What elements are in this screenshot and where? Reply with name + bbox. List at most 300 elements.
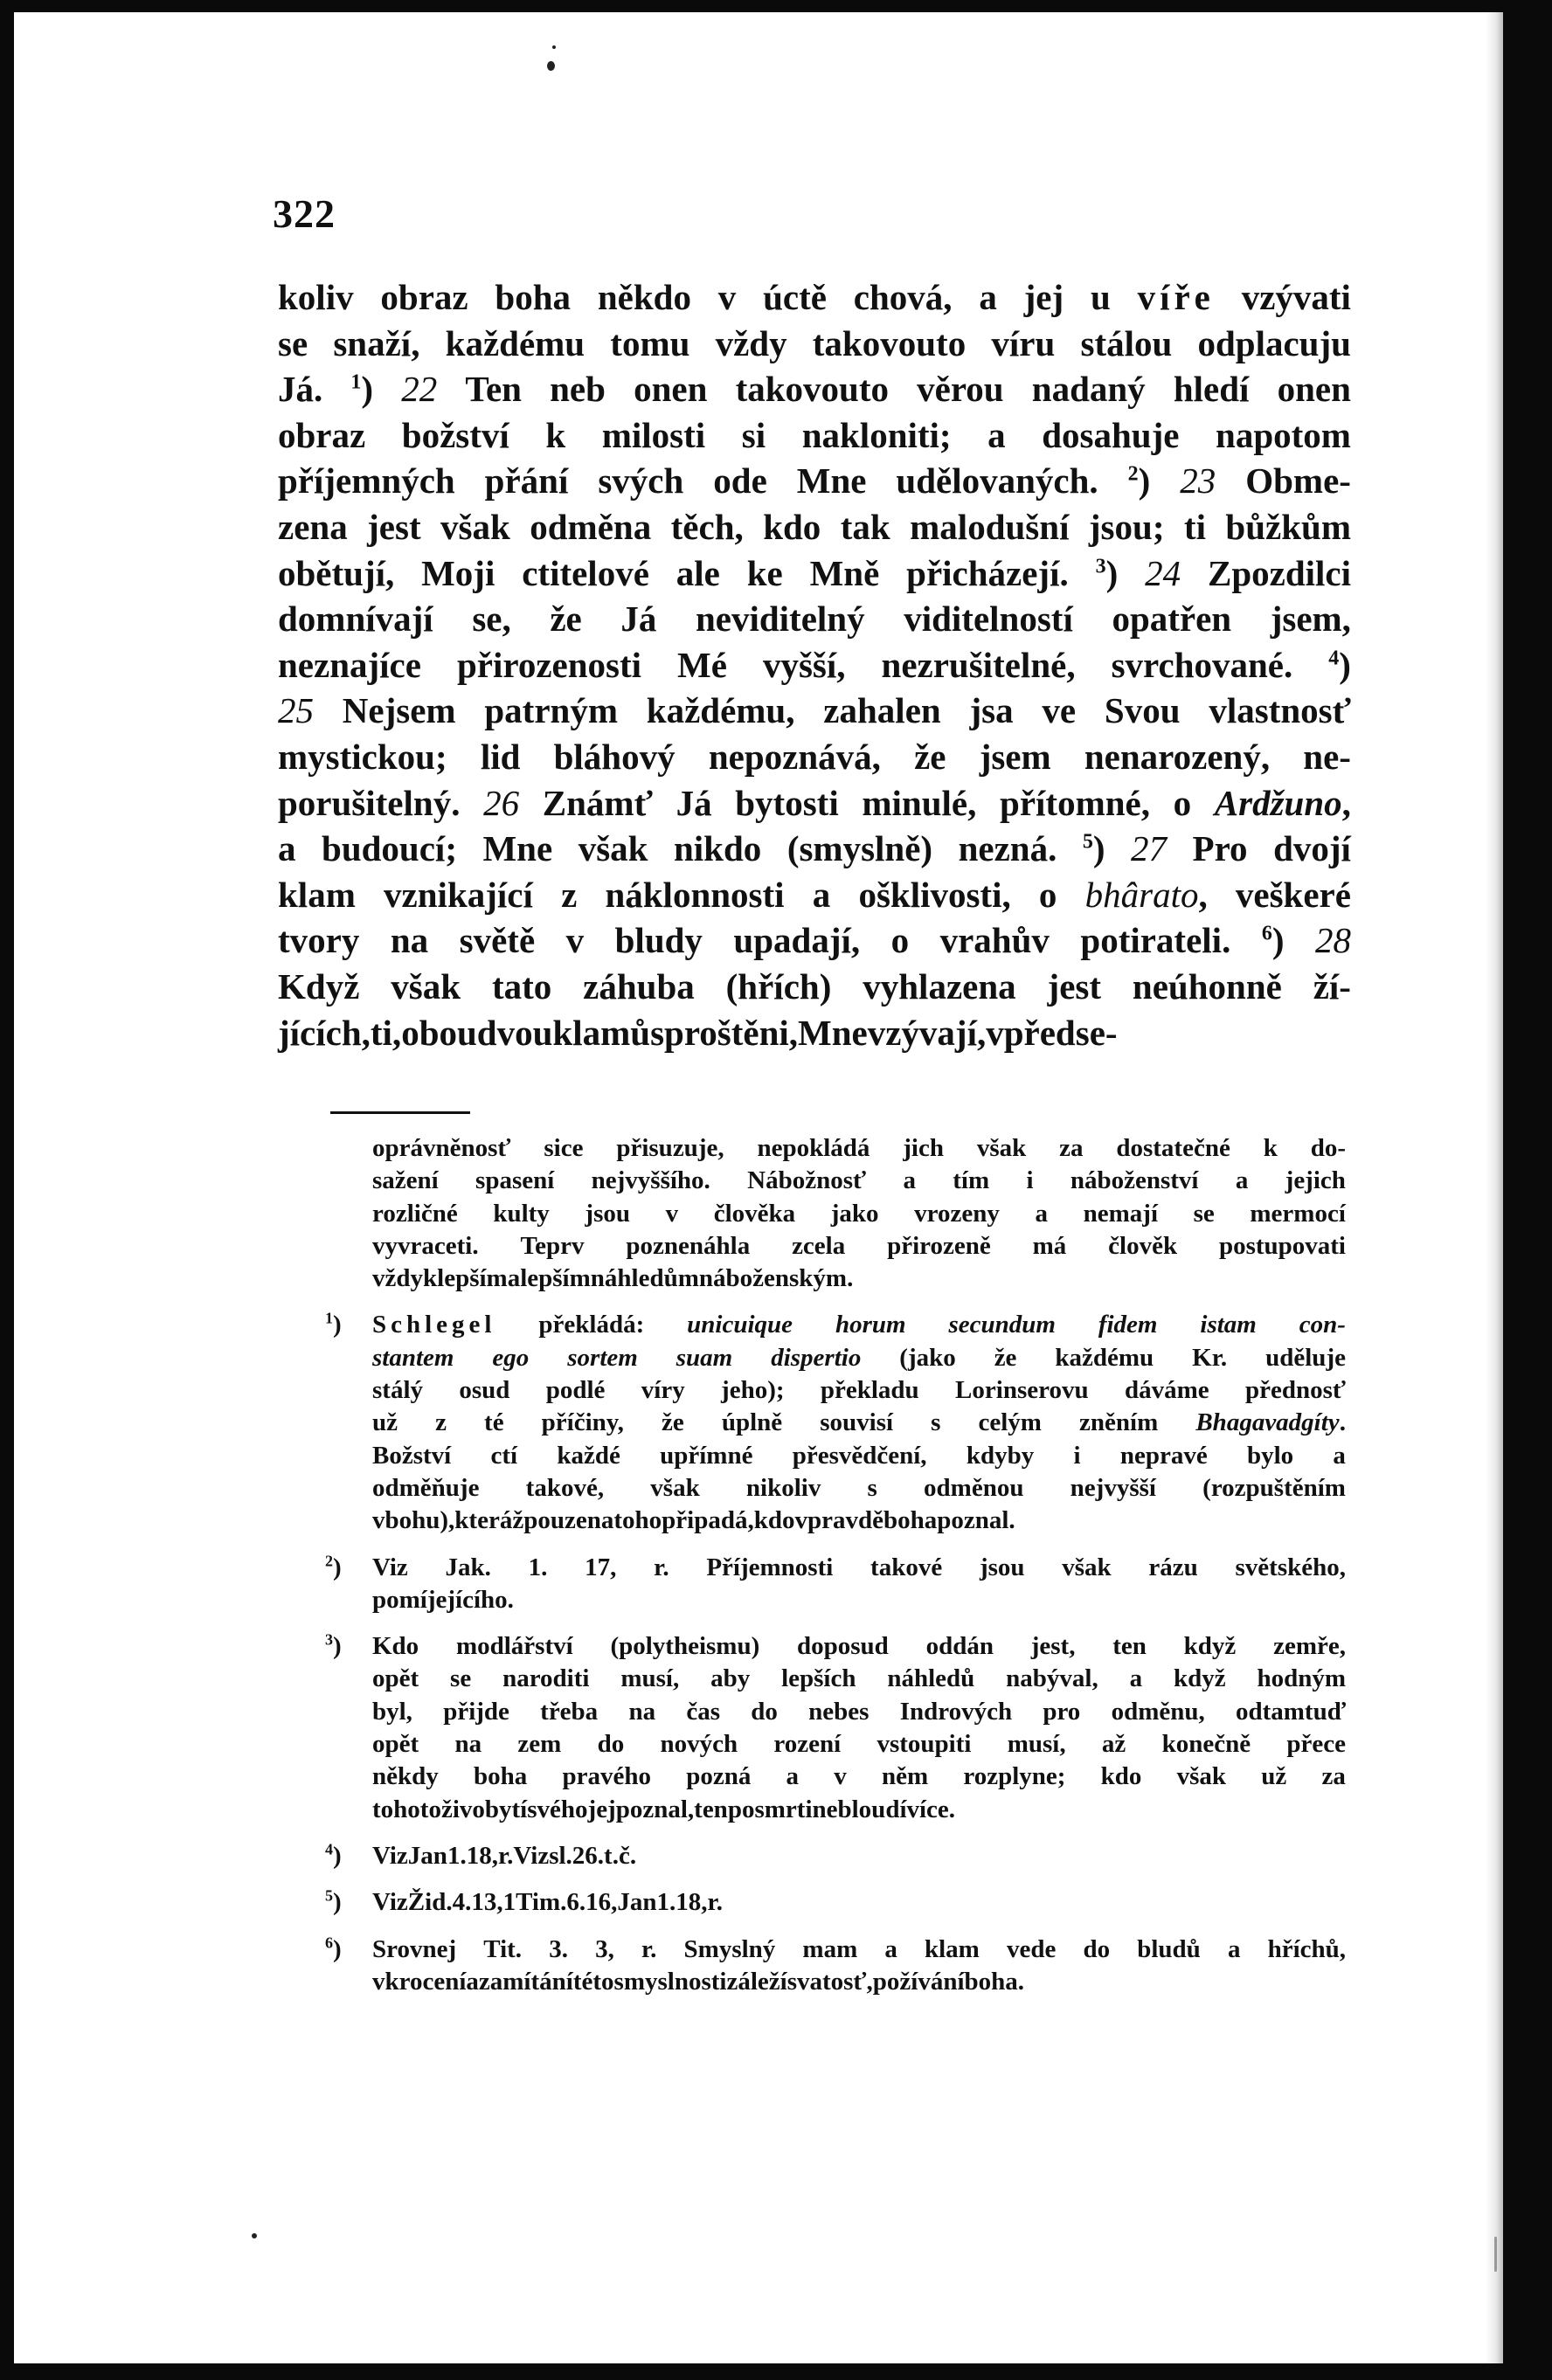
word: příjemných — [278, 460, 455, 502]
text-line — [278, 688, 1351, 734]
word: t. — [604, 1841, 619, 1870]
word: zněním — [1079, 1408, 1159, 1437]
word: Viz — [372, 1888, 408, 1917]
word: Když — [278, 965, 360, 1007]
word: (rozpuštěním — [1202, 1473, 1346, 1502]
dust-speck — [547, 61, 555, 71]
word: připadá, — [662, 1506, 754, 1535]
word: a — [812, 874, 831, 915]
word: přicházejí. — [906, 552, 1069, 593]
word: takovouto — [735, 369, 889, 410]
word: Bhagavadgíty. — [1195, 1408, 1346, 1437]
word: ctitelové — [522, 552, 649, 593]
word: milosti — [601, 414, 706, 455]
word: sl. — [549, 1841, 572, 1870]
word: záleží — [726, 1967, 787, 1996]
word: nenarozený, — [1084, 736, 1271, 777]
word: nikoliv — [745, 1473, 821, 1502]
word: minulé, — [862, 782, 977, 823]
word: a — [903, 1166, 916, 1195]
word: con- — [1299, 1311, 1346, 1339]
word: sice — [544, 1134, 584, 1162]
word: svatosť, — [786, 1967, 873, 1996]
text-line — [372, 1165, 1346, 1197]
word: těch, — [670, 506, 744, 547]
text-line — [372, 1728, 1346, 1761]
word: k — [545, 414, 566, 455]
word: horum — [835, 1311, 906, 1339]
word: kdo — [1100, 1762, 1142, 1791]
word: příčiny, — [541, 1408, 624, 1437]
word: zamítání — [478, 1967, 573, 1996]
word: náhledům — [590, 1264, 699, 1293]
text-line — [278, 826, 1351, 872]
word: v — [986, 1012, 1004, 1053]
word: Kdo — [372, 1632, 419, 1661]
word: a — [507, 1264, 521, 1293]
word: r. — [497, 1841, 514, 1870]
word: v — [717, 277, 737, 317]
footnote-4 — [325, 1840, 1346, 1872]
word: podlé — [545, 1376, 606, 1405]
word: s — [931, 1408, 941, 1437]
word: čas — [686, 1697, 720, 1726]
text-line — [278, 366, 1351, 412]
word: 6. — [566, 1888, 586, 1917]
word: 1 — [502, 1888, 516, 1917]
text-line — [372, 1630, 1346, 1663]
page-edge-shadow — [1486, 12, 1503, 2363]
text-line — [372, 1966, 1346, 1998]
word: ten — [694, 1795, 728, 1823]
word: sažení — [372, 1166, 439, 1195]
text-line — [372, 1552, 1346, 1584]
word: Smyslný — [683, 1934, 776, 1963]
word: chová, — [853, 277, 953, 317]
text-line — [372, 1263, 1346, 1295]
word: lepších — [781, 1664, 856, 1693]
word: odměnu, — [1111, 1697, 1205, 1726]
word: o — [1173, 782, 1192, 823]
word: celým — [978, 1408, 1042, 1437]
word: klam — [278, 874, 356, 915]
word: musí, — [1007, 1730, 1066, 1759]
word: nebloudí — [812, 1795, 907, 1823]
word: nezrušitelné, — [881, 644, 1076, 685]
word: pravého — [562, 1762, 651, 1791]
word: v — [834, 1762, 847, 1791]
word: rození — [773, 1730, 842, 1759]
word: jsou; — [1088, 506, 1165, 547]
word: člověka — [713, 1199, 796, 1228]
word: rozličné — [372, 1199, 458, 1228]
word: napotom — [1216, 414, 1351, 455]
word: jich — [903, 1134, 944, 1162]
word: ne- — [1303, 736, 1351, 777]
word: a — [786, 1762, 800, 1791]
word: opět — [372, 1664, 419, 1693]
word: vrozeny — [914, 1199, 1000, 1228]
word: přece — [1286, 1730, 1346, 1759]
word: víře — [1137, 277, 1215, 317]
word: stantem — [372, 1343, 454, 1372]
word: č. — [618, 1841, 637, 1870]
word: Pro — [1192, 828, 1248, 869]
word: stálý — [372, 1376, 423, 1405]
footnote-6 — [325, 1934, 1346, 1999]
word: 4. — [452, 1888, 472, 1917]
word: poznal. — [937, 1506, 1015, 1535]
word: Žid. — [407, 1888, 453, 1917]
word: sortem — [567, 1343, 638, 1372]
word: vzývají, — [867, 1012, 987, 1053]
word: 3. — [549, 1934, 568, 1963]
word: a — [1227, 1934, 1241, 1963]
word: hledí — [1173, 369, 1250, 410]
word: Ardžuno, — [1214, 782, 1351, 823]
word: až — [1101, 1730, 1126, 1759]
word: přednosť — [1244, 1376, 1346, 1405]
word: předse- — [1003, 1012, 1118, 1053]
text-line — [372, 1198, 1346, 1230]
text-line — [372, 1794, 1346, 1826]
word: k — [1263, 1134, 1278, 1162]
word: Ten — [465, 369, 522, 410]
word: Obme- — [1245, 460, 1351, 502]
word: do — [597, 1730, 625, 1759]
word: Svou — [1104, 690, 1181, 731]
word: jest — [367, 506, 421, 547]
word: $^1$) — [350, 369, 374, 410]
scan-border-right — [1503, 0, 1552, 2380]
body-text — [278, 274, 1351, 1055]
word: pouze — [523, 1506, 587, 1535]
footnote-2 — [325, 1552, 1346, 1617]
word: mermocí — [1250, 1199, 1346, 1228]
word: (hřích) — [725, 965, 832, 1007]
word: nikdo — [673, 828, 762, 869]
word: snaží, — [333, 322, 420, 363]
word: Jan — [407, 1841, 447, 1870]
word: potirateli. — [1080, 920, 1231, 961]
word: dispertio — [771, 1343, 862, 1372]
word: Mne — [796, 460, 867, 502]
text-line — [372, 1584, 1346, 1616]
word: takové — [870, 1553, 943, 1581]
word: vstoupiti — [876, 1730, 972, 1759]
text-line — [372, 1886, 1346, 1919]
word: tomu — [610, 322, 690, 363]
word: ego — [492, 1343, 530, 1372]
word: a — [884, 1934, 897, 1963]
word: Jan — [617, 1888, 657, 1917]
word: (polytheismu) — [610, 1632, 760, 1661]
word: toho — [613, 1506, 662, 1535]
word: Známť — [542, 782, 653, 823]
word: souvisí — [820, 1408, 894, 1437]
footnote-gap — [325, 1920, 1346, 1934]
word: a — [1035, 1199, 1049, 1228]
text-line — [372, 1230, 1346, 1263]
word: opět — [372, 1730, 419, 1759]
word: vždy — [715, 322, 787, 363]
word: vyšší, — [762, 644, 846, 685]
word: tohoto — [372, 1795, 441, 1823]
word: $^4$) — [1328, 644, 1351, 685]
word: dosahuje — [1042, 414, 1180, 455]
word: na — [390, 920, 429, 961]
word: 1. — [528, 1553, 548, 1581]
word: u — [1090, 277, 1111, 317]
word: Nejsem — [342, 690, 456, 731]
word: této — [572, 1967, 614, 1996]
word: odplacuju — [1197, 322, 1351, 363]
word: spasení — [475, 1166, 555, 1195]
word: když — [1173, 1664, 1226, 1693]
word: náboženským. — [698, 1264, 854, 1293]
word: zemře, — [1273, 1632, 1346, 1661]
word: $^6$) — [1261, 920, 1285, 961]
word: oprávněnosť — [372, 1134, 511, 1162]
word: 3, — [595, 1934, 614, 1963]
word: oddán — [925, 1632, 994, 1661]
word: přání — [484, 460, 569, 502]
footnote-marker: $^5$) — [325, 1886, 342, 1917]
word: bláhový — [553, 736, 676, 777]
word: za — [1321, 1762, 1346, 1791]
text-line — [278, 550, 1351, 597]
word: každému, — [646, 690, 795, 731]
word: koliv — [278, 277, 354, 317]
word: k — [423, 1264, 438, 1293]
word: odměnou — [924, 1473, 1024, 1502]
word: bludy — [614, 920, 703, 961]
word: když — [1183, 1632, 1237, 1661]
word: upadají, — [733, 920, 861, 961]
scan-border-top — [0, 0, 1552, 12]
word: (jako — [899, 1343, 956, 1372]
text-line — [372, 1761, 1346, 1793]
word: kteráž — [454, 1506, 524, 1535]
word: jej — [587, 1795, 616, 1823]
word: obraz — [278, 414, 366, 455]
word: zcela — [792, 1231, 846, 1260]
footnote-gap — [325, 1616, 1346, 1630]
word: ošklivosti, — [858, 874, 1011, 915]
word: ve — [1042, 690, 1077, 731]
word: Kr. — [1192, 1343, 1228, 1372]
word: tak — [840, 506, 890, 547]
word: ode — [713, 460, 767, 502]
word: že — [994, 1343, 1017, 1372]
word: malodušní — [910, 506, 1070, 547]
scan-border-left — [0, 0, 14, 2380]
word: 18, — [466, 1841, 498, 1870]
word: Moji — [421, 552, 495, 593]
word: ti — [1183, 506, 1206, 547]
text-line — [372, 1840, 1346, 1872]
word: Lorinserovu — [955, 1376, 1089, 1405]
word: krocení — [385, 1967, 467, 1996]
footnote-gap — [325, 1538, 1346, 1552]
word: bylo — [1246, 1441, 1294, 1470]
word: každému — [445, 322, 585, 363]
footnote-marker: $^4$) — [325, 1840, 342, 1870]
word: vrahův — [939, 920, 1050, 961]
word: požívání — [872, 1967, 965, 1996]
word: do- — [1310, 1134, 1346, 1162]
word: pozná — [686, 1762, 752, 1791]
text-line — [372, 1663, 1346, 1695]
word: Jak. — [445, 1553, 491, 1581]
word: po — [727, 1795, 755, 1823]
word: $^5$) — [1082, 828, 1105, 869]
footnote-5 — [325, 1886, 1346, 1919]
word: osud — [459, 1376, 510, 1405]
word: úctě — [763, 277, 827, 317]
word: dáváme — [1124, 1376, 1209, 1405]
word: tvory — [278, 920, 360, 961]
word: však — [976, 1134, 1027, 1162]
dust-speck — [552, 45, 556, 49]
word: jeho); — [721, 1376, 785, 1405]
word: o — [1038, 874, 1057, 915]
word: nemají — [1083, 1199, 1158, 1228]
word: už — [372, 1408, 398, 1437]
word: takové, — [525, 1473, 605, 1502]
word: někdy — [372, 1762, 439, 1791]
word: a — [466, 1967, 479, 1996]
word: každému — [1055, 1343, 1154, 1372]
word: v — [794, 1506, 807, 1535]
word: klam — [925, 1934, 980, 1963]
word: modlářství — [455, 1632, 573, 1661]
word: 18, — [676, 1888, 708, 1917]
word: kdo — [763, 506, 821, 547]
dust-speck — [252, 2233, 257, 2238]
word: jsem — [979, 736, 1051, 777]
text-line — [372, 1440, 1346, 1472]
word: zena — [278, 506, 348, 547]
word: 23 — [1180, 460, 1216, 502]
word: se — [450, 1664, 472, 1693]
word: ke — [746, 552, 783, 593]
word: nadaný — [1031, 369, 1146, 410]
footnote-marker: $^2$) — [325, 1551, 342, 1581]
text-line — [278, 458, 1351, 504]
word: a — [987, 414, 1006, 455]
word: a — [979, 277, 997, 317]
word: v — [372, 1506, 385, 1535]
word: unicuique — [687, 1311, 793, 1339]
word: v — [372, 1967, 385, 1996]
word: neb — [550, 369, 606, 410]
word: na — [628, 1697, 656, 1726]
word: Já — [620, 598, 657, 640]
footnote-marker: $^3$) — [325, 1630, 342, 1661]
word: vyhlazena — [863, 965, 1016, 1007]
word: 27 — [1131, 828, 1167, 869]
text-line — [278, 642, 1351, 688]
word: světě — [459, 920, 536, 961]
footnote-gap — [325, 1295, 1346, 1309]
word: obraz — [380, 277, 468, 317]
word: bludů — [1137, 1934, 1201, 1963]
word: upřímné — [660, 1441, 753, 1470]
word: přirozenosti — [456, 644, 642, 685]
word: jsa — [969, 690, 1014, 731]
word: světského, — [1235, 1553, 1346, 1581]
word: poznal, — [615, 1795, 695, 1823]
word: dvojí — [1273, 828, 1351, 869]
word: lepším — [520, 1264, 591, 1293]
word: mam — [802, 1934, 858, 1963]
word: obou — [401, 1012, 477, 1053]
word: sproštěni, — [650, 1012, 799, 1053]
word: opatřen — [1112, 598, 1232, 640]
word: pro — [1043, 1697, 1081, 1726]
text-line — [372, 1696, 1346, 1728]
word: s — [867, 1473, 877, 1502]
word: však — [1176, 1762, 1227, 1791]
word: Mně — [809, 552, 880, 593]
word: 17, — [585, 1553, 617, 1581]
word: a — [278, 828, 296, 869]
word: Indrových — [899, 1697, 1013, 1726]
word: nepravé — [1119, 1441, 1208, 1470]
word: jako — [830, 1199, 879, 1228]
word: Příjemnosti — [706, 1553, 834, 1581]
footnote-marker: $^6$) — [325, 1933, 342, 1963]
word: překladu — [820, 1376, 919, 1405]
footnote-gap — [325, 1872, 1346, 1886]
word: musí, — [620, 1664, 680, 1693]
word: už — [1261, 1762, 1287, 1791]
word: naroditi — [502, 1664, 590, 1693]
word: hodným — [1257, 1664, 1346, 1693]
word: boha — [473, 1762, 528, 1791]
word: veškeré — [1235, 874, 1351, 915]
word: i — [1073, 1441, 1081, 1470]
word: třeba — [540, 1697, 599, 1726]
word: vznikající — [384, 874, 533, 915]
word: Mne — [798, 1012, 868, 1053]
word: $^3$) — [1095, 552, 1119, 593]
word: onen — [634, 369, 708, 410]
text-line — [278, 780, 1351, 827]
word: úplně — [721, 1408, 783, 1437]
word: odměna — [530, 506, 652, 547]
word: ti, — [370, 1012, 402, 1053]
word: jících, — [278, 1012, 371, 1053]
word: o — [890, 920, 910, 961]
footnote-marker: $^1$) — [325, 1309, 342, 1339]
word: Viz — [372, 1841, 408, 1870]
word: na — [454, 1730, 482, 1759]
word: neúhonně — [1132, 965, 1282, 1007]
word: lepším — [437, 1264, 508, 1293]
word: rozplyne; — [963, 1762, 1066, 1791]
word: tato — [491, 965, 552, 1007]
footnotes — [325, 1132, 1346, 1998]
word: Viz — [372, 1553, 408, 1581]
word: Srovnej — [372, 1934, 457, 1963]
word: viditelností — [904, 598, 1073, 640]
footnote-3 — [325, 1630, 1346, 1826]
word: nezná. — [958, 828, 1057, 869]
word: byl, — [372, 1697, 412, 1726]
word: Tim. — [516, 1888, 567, 1917]
